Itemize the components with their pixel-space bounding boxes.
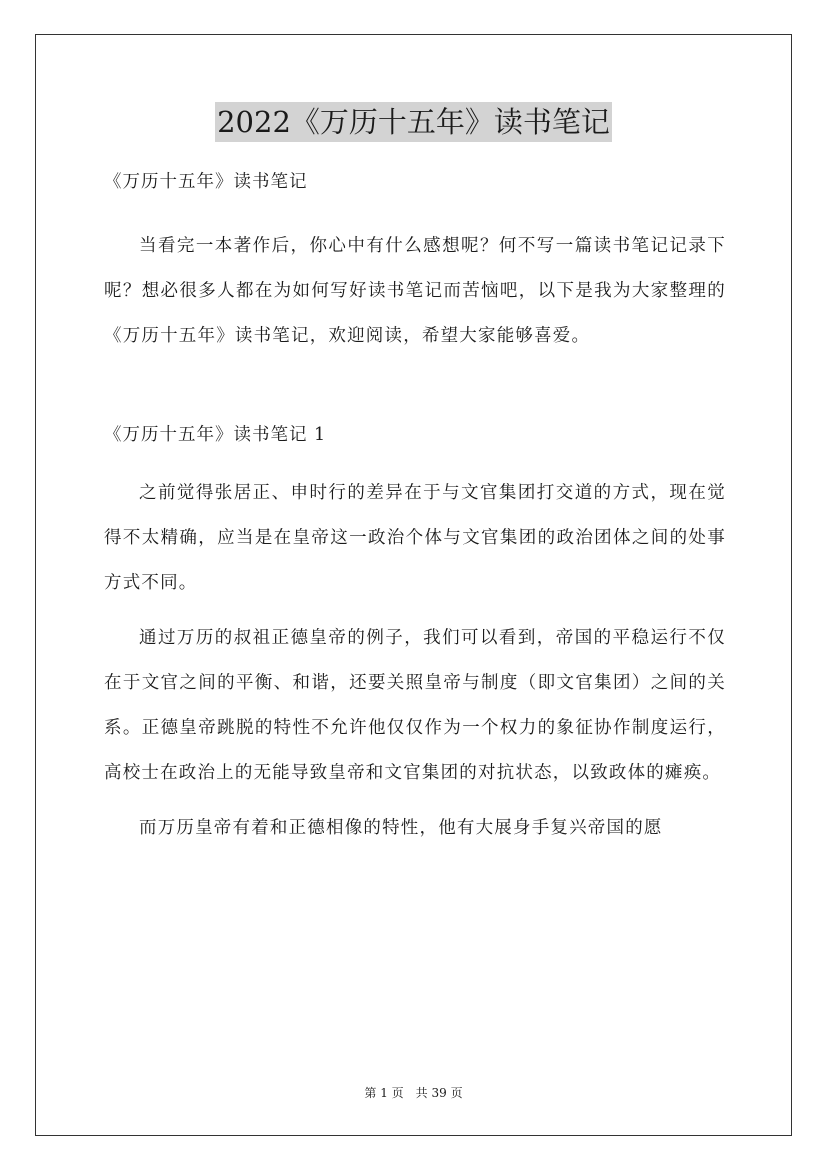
- paragraph-2: 通过万历的叔祖正德皇帝的例子，我们可以看到，帝国的平稳运行不仅在于文官之间的平衡、和谐，还要关照皇帝与制度（即文官集团）之间的关系。正德皇帝跳脱的特性不允许他仅仅作为一个权力的象征协作制度运行，高校士在政治上的无能导致皇帝和文官集团的对抗状态，以致政体的瘫痪。: [104, 628, 726, 783]
- intro-heading: 《万历十五年》读书笔记: [104, 172, 308, 192]
- paragraph-1: 之前觉得张居正、申时行的差异在于与文官集团打交道的方式，现在觉得不太精确，应当是在皇帝这一政治个体与文官集团的政治团体之间的处事方式不同。: [104, 483, 726, 593]
- section-heading-1: 《万历十五年》读书笔记 1: [104, 425, 327, 445]
- document-body: [104, 170, 726, 851]
- paragraph-3: 而万历皇帝有着和正德相像的特性，他有大展身手复兴帝国的愿: [139, 818, 663, 838]
- document-title: 2022《万历十五年》读书笔记: [215, 102, 612, 142]
- intro-paragraph: 当看完一本著作后，你心中有什么感想呢？何不写一篇读书笔记记录下呢？想必很多人都在为如何写好读书笔记而苦恼吧，以下是我为大家整理的《万历十五年》读书笔记，欢迎阅读，希望大家能够喜爱。: [104, 236, 726, 346]
- title-container: [0, 102, 827, 142]
- page-footer: 第 1 页 共 39 页: [364, 1086, 463, 1100]
